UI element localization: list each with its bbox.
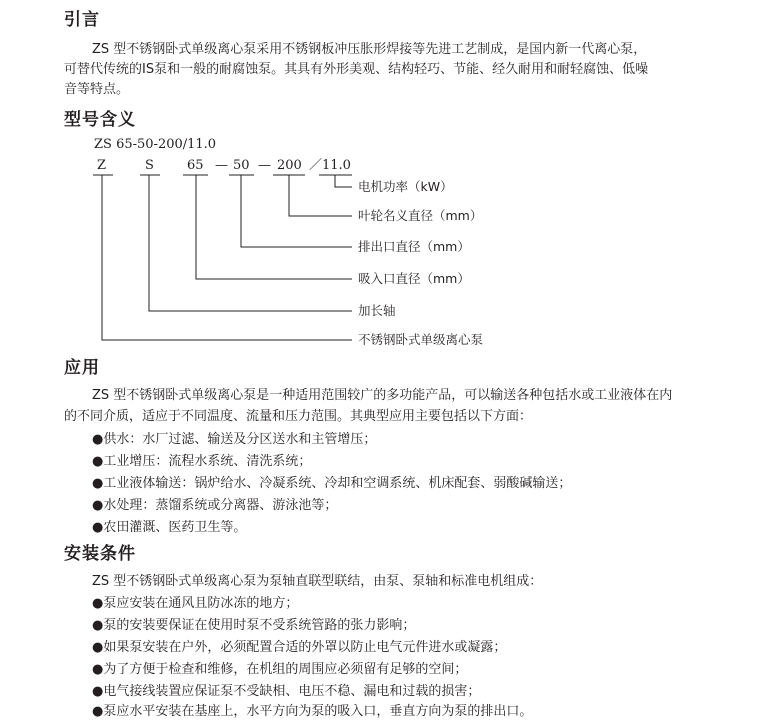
model-example: ZS 65-50-200/11.0 bbox=[94, 137, 217, 152]
label-impeller-diameter: 叶轮名义直径（mm） bbox=[358, 208, 483, 223]
code-dash-2: — bbox=[258, 158, 271, 173]
code-z: Z bbox=[97, 158, 107, 173]
application-bullet: ●水处理：蒸馏系统或分离器、游泳池等； bbox=[92, 498, 338, 513]
application-line-2: 的不同介质，适应于不同温度、流量和压力范围。其典型应用主要包括以下方面： bbox=[64, 409, 533, 424]
application-bullet: ●供水：水厂过滤、输送及分区送水和主管增压； bbox=[92, 432, 377, 447]
label-extended-shaft: 加长轴 bbox=[358, 303, 396, 318]
install-bullet: ●泵应安装在通风且防冰冻的地方； bbox=[92, 596, 299, 611]
code-11: 11.0 bbox=[322, 158, 351, 173]
install-bullet: ●如果泵安装在户外，必须配置合适的外罩以防止电气元件进水或凝露； bbox=[92, 640, 507, 655]
code-dash-1: — bbox=[215, 158, 228, 173]
intro-line-1: ZS 型不锈钢卧式单级离心泵采用不锈钢板冲压胀形焊接等先进工艺制成，是国内新一代离心泵， bbox=[92, 42, 647, 57]
intro-line-2: 可替代传统的IS泵和一般的耐腐蚀泵。其具有外形美观、结构轻巧、节能、经久耐用和耐轻腐蚀、低噪 bbox=[64, 62, 649, 77]
label-inlet-diameter: 吸入口直径（mm） bbox=[358, 271, 470, 286]
install-bullet: ●为了方便于检查和维修，在机组的周围应必须留有足够的空间； bbox=[92, 662, 468, 677]
label-pump-type: 不锈钢卧式单级离心泵 bbox=[358, 332, 484, 347]
label-motor-power: 电机功率（kW） bbox=[358, 179, 453, 194]
install-bullet: ●泵应水平安装在基座上，水平方向为泵的吸入口，垂直方向为泵的排出口。 bbox=[92, 704, 533, 719]
install-heading: 安装条件 bbox=[64, 544, 136, 564]
code-65: 65 bbox=[187, 158, 204, 173]
install-line-1: ZS 型不锈钢卧式单级离心泵为泵轴直联型联结，由泵、泵轴和标准电机组成： bbox=[92, 574, 543, 589]
application-bullet: ●工业液体输送：锅炉给水、冷凝系统、冷却和空调系统、机床配套、弱酸碱输送； bbox=[92, 476, 572, 491]
code-s: S bbox=[145, 158, 154, 173]
application-heading: 应用 bbox=[64, 358, 100, 378]
application-bullet: ●农田灌溉、医药卫生等。 bbox=[92, 520, 247, 535]
intro-heading: 引言 bbox=[64, 10, 100, 30]
install-bullet: ●电气接线装置应保证泵不受缺相、电压不稳、漏电和过载的损害； bbox=[92, 684, 481, 699]
install-bullet: ●泵的安装要保证在使用时泵不受系统管路的张力影响； bbox=[92, 618, 416, 633]
code-slash: ／ bbox=[309, 158, 323, 173]
model-heading: 型号含义 bbox=[64, 110, 136, 130]
code-50: 50 bbox=[233, 158, 250, 173]
application-line-1: ZS 型不锈钢卧式单级离心泵是一种适用范围较广的多功能产品，可以输送各种包括水或工业液体在内 bbox=[92, 388, 673, 403]
intro-line-3: 音等特点。 bbox=[64, 82, 130, 97]
label-outlet-diameter: 排出口直径（mm） bbox=[358, 239, 470, 254]
application-bullet: ●工业增压：流程水系统、清洗系统； bbox=[92, 454, 312, 469]
code-200: 200 bbox=[277, 158, 302, 173]
